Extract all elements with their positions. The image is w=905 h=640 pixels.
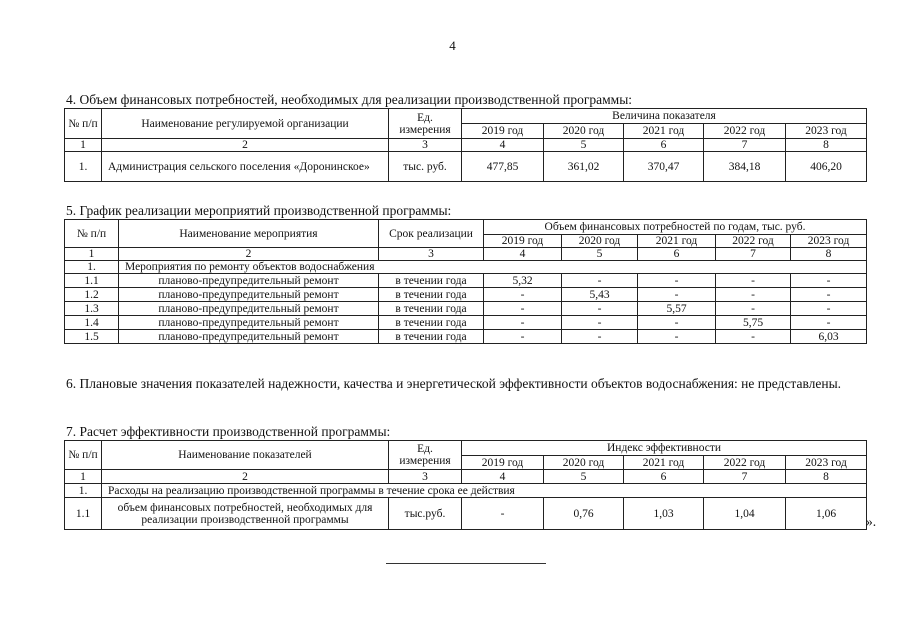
- section7-heading: 7. Расчет эффективности производственной программы:: [66, 424, 391, 439]
- col-measure-header: Наименование мероприятия: [119, 220, 379, 248]
- org-name: Администрация сельского поселения «Доронинское»: [102, 152, 389, 182]
- value-cell: -: [484, 316, 562, 330]
- value-cell: 5,57: [638, 302, 716, 316]
- row-num: 1.1: [65, 274, 119, 288]
- value-cell: -: [462, 498, 544, 530]
- col-unit-header: Ед. измерения: [389, 441, 462, 470]
- index-cell: 5: [544, 139, 624, 152]
- index-row: [65, 470, 867, 484]
- section7-table: [64, 440, 867, 530]
- value-cell: 5,43: [562, 288, 638, 302]
- row-num: 1.: [65, 261, 119, 274]
- value-cell: -: [484, 330, 562, 344]
- year-header: 2020 год: [544, 456, 624, 470]
- table-row: [65, 274, 867, 288]
- row-num: 1.3: [65, 302, 119, 316]
- row-num: 1.5: [65, 330, 119, 344]
- value-cell: -: [716, 288, 791, 302]
- index-cell: 7: [704, 470, 786, 484]
- value-cell: 406,20: [786, 152, 867, 182]
- group-title: Расходы на реализацию производственной программы в течение срока ее действия: [102, 484, 867, 498]
- page-number: 4: [449, 38, 456, 53]
- value-cell: -: [716, 302, 791, 316]
- value-cell: -: [791, 288, 867, 302]
- index-cell: 6: [638, 248, 716, 261]
- section4-table: [64, 108, 867, 182]
- index-cell: 5: [562, 248, 638, 261]
- col-term-header: Срок реализации: [379, 220, 484, 248]
- value-cell: -: [791, 274, 867, 288]
- index-cell: 3: [389, 139, 462, 152]
- year-header: 2023 год: [791, 235, 867, 248]
- row-num: 1.2: [65, 288, 119, 302]
- term-cell: в течении года: [379, 316, 484, 330]
- value-cell: 477,85: [462, 152, 544, 182]
- table-row: [65, 316, 867, 330]
- col-org-name-header: Наименование регулируемой организации: [102, 109, 389, 139]
- year-header: 2022 год: [716, 235, 791, 248]
- term-cell: в течении года: [379, 274, 484, 288]
- col-group-header: Индекс эффективности: [462, 441, 867, 456]
- group-row: [65, 261, 867, 274]
- year-header: 2023 год: [786, 124, 867, 139]
- index-cell: 3: [379, 248, 484, 261]
- measure-name: планово-предупредительный ремонт: [119, 288, 379, 302]
- index-cell: 4: [462, 139, 544, 152]
- value-cell: 1,03: [624, 498, 704, 530]
- year-header: 2019 год: [484, 235, 562, 248]
- section5-heading: 5. График реализации мероприятий производственной программы:: [66, 203, 452, 218]
- table-row: [65, 152, 867, 182]
- index-cell: 2: [102, 139, 389, 152]
- index-cell: 8: [786, 470, 867, 484]
- value-cell: -: [716, 330, 791, 344]
- year-header: 2021 год: [638, 235, 716, 248]
- section4-heading: 4. Объем финансовых потребностей, необходимых для реализации производственной программы:: [66, 92, 633, 107]
- index-cell: 6: [624, 470, 704, 484]
- col-group-header: Объем финансовых потребностей по годам, тыс. руб.: [484, 220, 867, 235]
- unit-cell: тыс. руб.: [389, 152, 462, 182]
- index-cell: 1: [65, 470, 102, 484]
- col-num-header: № п/п: [65, 220, 119, 248]
- value-cell: 0,76: [544, 498, 624, 530]
- row-num: 1.1: [65, 498, 102, 530]
- index-cell: 5: [544, 470, 624, 484]
- table-row: [65, 302, 867, 316]
- value-cell: 5,32: [484, 274, 562, 288]
- year-header: 2019 год: [462, 456, 544, 470]
- term-cell: в течении года: [379, 302, 484, 316]
- row-num: 1.4: [65, 316, 119, 330]
- row-num: 1.: [65, 152, 102, 182]
- year-header: 2021 год: [624, 124, 704, 139]
- index-cell: 2: [119, 248, 379, 261]
- value-cell: 384,18: [704, 152, 786, 182]
- table-row: [65, 498, 867, 530]
- separator-line: [386, 563, 546, 564]
- value-cell: 1,06: [786, 498, 867, 530]
- value-cell: 6,03: [791, 330, 867, 344]
- value-cell: -: [638, 316, 716, 330]
- index-row: [65, 248, 867, 261]
- indicator-name: объем финансовых потребностей, необходимых для реализации производственной программы: [102, 498, 389, 530]
- col-group-header: Величина показателя: [462, 109, 867, 124]
- col-num-header: № п/п: [65, 441, 102, 470]
- index-cell: 7: [704, 139, 786, 152]
- value-cell: 1,04: [704, 498, 786, 530]
- group-title: Мероприятия по ремонту объектов водоснабжения: [119, 261, 867, 274]
- value-cell: -: [638, 288, 716, 302]
- year-header: 2020 год: [544, 124, 624, 139]
- term-cell: в течении года: [379, 330, 484, 344]
- year-header: 2021 год: [624, 456, 704, 470]
- measure-name: планово-предупредительный ремонт: [119, 274, 379, 288]
- value-cell: -: [791, 316, 867, 330]
- index-cell: 7: [716, 248, 791, 261]
- value-cell: -: [562, 274, 638, 288]
- row-num: 1.: [65, 484, 102, 498]
- index-row: [65, 139, 867, 152]
- index-cell: 2: [102, 470, 389, 484]
- value-cell: -: [638, 274, 716, 288]
- index-cell: 1: [65, 248, 119, 261]
- year-header: 2022 год: [704, 124, 786, 139]
- index-cell: 3: [389, 470, 462, 484]
- measure-name: планово-предупредительный ремонт: [119, 302, 379, 316]
- index-cell: 4: [484, 248, 562, 261]
- year-header: 2022 год: [704, 456, 786, 470]
- table-row: [65, 288, 867, 302]
- value-cell: 361,02: [544, 152, 624, 182]
- index-cell: 8: [786, 139, 867, 152]
- value-cell: -: [484, 288, 562, 302]
- index-cell: 6: [624, 139, 704, 152]
- section6-text: 6. Плановые значения показателей надежности, качества и энергетической эффективности объектов водоснабжения: не представлены.: [66, 376, 842, 391]
- value-cell: -: [562, 302, 638, 316]
- closing-quote-mark: ».: [866, 514, 877, 529]
- measure-name: планово-предупредительный ремонт: [119, 330, 379, 344]
- value-cell: -: [484, 302, 562, 316]
- col-unit-header: Ед. измерения: [389, 109, 462, 139]
- term-cell: в течении года: [379, 288, 484, 302]
- value-cell: -: [562, 330, 638, 344]
- col-indicator-header: Наименование показателей: [102, 441, 389, 470]
- value-cell: 370,47: [624, 152, 704, 182]
- value-cell: -: [791, 302, 867, 316]
- measure-name: планово-предупредительный ремонт: [119, 316, 379, 330]
- value-cell: -: [638, 330, 716, 344]
- value-cell: 5,75: [716, 316, 791, 330]
- year-header: 2020 год: [562, 235, 638, 248]
- col-num-header: № п/п: [65, 109, 102, 139]
- table-row: [65, 330, 867, 344]
- year-header: 2023 год: [786, 456, 867, 470]
- index-cell: 4: [462, 470, 544, 484]
- year-header: 2019 год: [462, 124, 544, 139]
- group-row: [65, 484, 867, 498]
- unit-cell: тыс.руб.: [389, 498, 462, 530]
- index-cell: 8: [791, 248, 867, 261]
- index-cell: 1: [65, 139, 102, 152]
- value-cell: -: [716, 274, 791, 288]
- value-cell: -: [562, 316, 638, 330]
- section5-table: [64, 219, 867, 344]
